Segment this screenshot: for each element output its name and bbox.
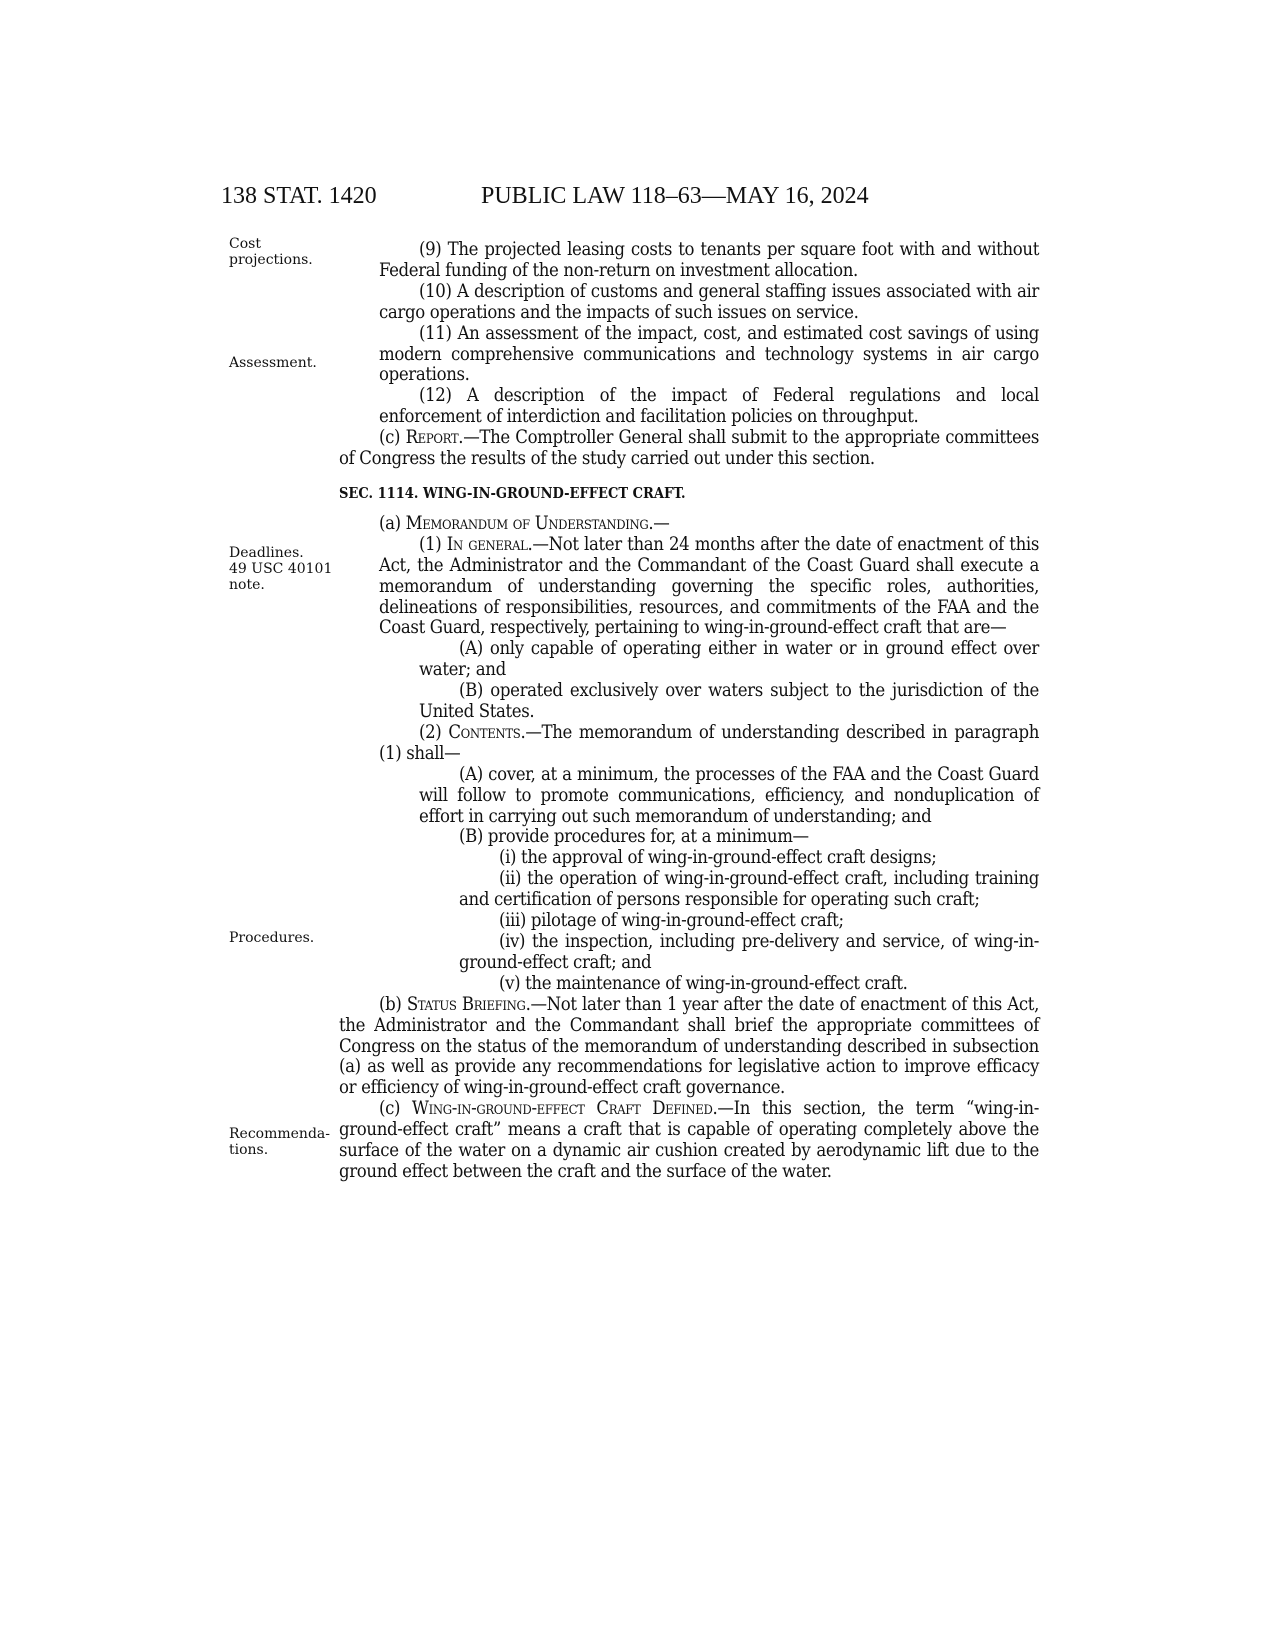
paragraph-12 — [379, 386, 1039, 428]
subparagraph-a1B — [379, 681, 1039, 723]
paragraph-a2-text: .—The memorandum of understanding described in paragraph (1) shall— — [379, 721, 1039, 764]
subsection-c-prefix: (c) — [379, 427, 406, 449]
stat-page-number: 138 STAT. 1420 — [221, 183, 377, 209]
subsection-c2-heading: Wing-in-ground-effect Craft Defined — [411, 1098, 713, 1120]
clause-i — [379, 848, 1039, 869]
subparagraph-a1A-text: (A) only capable of operating either in water or in ground effect over water; and — [419, 638, 1039, 681]
clause-iii-text: (iii) pilotage of wing-in-ground-effect craft; — [499, 910, 844, 932]
margin-note-recommendations — [229, 1126, 349, 1158]
subparagraph-a2B — [379, 827, 1039, 848]
margin-note-usc-citation: 49 USC 40101 — [229, 561, 333, 577]
clause-iii — [379, 911, 1039, 932]
paragraph-a1-prefix: (1) — [419, 533, 447, 555]
margin-note-deadlines-label: Deadlines. — [229, 545, 304, 561]
clause-v — [379, 974, 1039, 995]
paragraph-a2-heading: Contents — [448, 721, 521, 743]
subsection-c2-text: .—In this section, the term “wing-in-ground-effect craft” means a craft that is capable of operating completely above the surface of the water on a dynamic air cushion created by aerodynamic lift due to the ground effect between the craft and the surface of the water. — [339, 1098, 1039, 1182]
subparagraph-a2A — [379, 765, 1039, 828]
margin-note-cost-projections: Cost projections. — [229, 236, 313, 268]
clause-iv-text: (iv) the inspection, including pre-delivery and service, of wing-in-ground-effect craft; and — [459, 931, 1039, 973]
subsection-c-definition — [339, 1099, 1039, 1183]
subsection-c-heading: Report — [405, 427, 459, 449]
paragraph-10 — [379, 282, 1039, 324]
clause-i-text: (i) the approval of wing-in-ground-effect craft designs; — [499, 847, 937, 869]
subparagraph-a1B-text: (B) operated exclusively over waters subject to the jurisdiction of the United States. — [419, 680, 1039, 723]
subsection-a-heading: Memorandum of Understanding — [405, 512, 649, 534]
subsection-b-heading: Status Briefing — [406, 993, 526, 1015]
paragraph-10-text: (10) A description of customs and general staffing issues associated with air cargo operations and the impacts of such issues on service. — [379, 280, 1039, 323]
clause-v-text: (v) the maintenance of wing-in-ground-effect craft. — [499, 972, 908, 994]
clause-ii — [379, 869, 1039, 911]
paragraph-a2-prefix: (2) — [419, 721, 449, 743]
paragraph-a2 — [379, 723, 1039, 765]
paragraph-12-text: (12) A description of the impact of Federal regulations and local enforcement of interdiction and facilitation policies on throughput. — [379, 385, 1039, 428]
margin-note-recommendations-line1: Recommenda- — [229, 1126, 330, 1142]
statute-body — [339, 239, 1040, 1183]
clause-iv — [379, 932, 1039, 974]
subsection-a-prefix: (a) — [379, 512, 406, 534]
subparagraph-a2A-text: (A) cover, at a minimum, the processes of the FAA and the Coast Guard will follow to promote communications, efficiency, and nonduplication of effort in carrying out such memorandum of understanding; and — [419, 763, 1039, 827]
subsection-c-report — [339, 428, 1039, 470]
paragraph-9-text: (9) The projected leasing costs to tenants per square foot with and without Federal funding of the non-return on investment allocation. — [379, 239, 1039, 281]
paragraph-9 — [379, 240, 1039, 282]
subsection-b — [339, 995, 1039, 1100]
paragraph-a1-text: .—Not later than 24 months after the date of enactment of this Act, the Administrator and the Commandant of the Coast Guard shall execute a memorandum of understanding governing the specific roles, authorities, delineations of responsibilities, resources, and commitments of the FAA and the Coast Guard, respectively, pertaining to wing-in-ground-effect craft that are— — [379, 533, 1039, 639]
margin-note-assessment: Assessment. — [229, 355, 317, 371]
subsection-a-suffix: .— — [648, 512, 670, 534]
subsection-b-prefix: (b) — [379, 993, 407, 1015]
subsection-b-text: .—Not later than 1 year after the date of enactment of this Act, the Administrator and the Commandant shall brief the appropriate committees of Congress on the status of the memorandum of understanding described in subsection (a) as well as provide any recommendations for legislative action to improve efficacy or efficiency of wing-in-ground-effect craft governance. — [339, 993, 1040, 1099]
paragraph-a1-heading: In general — [446, 533, 528, 555]
running-header-title: PUBLIC LAW 118–63—MAY 16, 2024 — [481, 183, 869, 209]
margin-note-deadlines — [229, 545, 349, 593]
section-heading: SEC. 1114. WING-IN-GROUND-EFFECT CRAFT. — [339, 484, 686, 502]
margin-note-note: note. — [229, 577, 265, 593]
subsection-c2-prefix: (c) — [379, 1098, 412, 1120]
subsection-c-text: .—The Comptroller General shall submit to the appropriate committees of Congress the results of the study carried out under this section. — [339, 427, 1039, 470]
paragraph-11 — [379, 324, 1039, 387]
clause-ii-text: (ii) the operation of wing-in-ground-effect craft, including training and certification of persons responsible for operating such craft; — [459, 868, 1039, 911]
paragraph-11-text: (11) An assessment of the impact, cost, and estimated cost savings of using modern comprehensive communications and technology systems in air cargo operations. — [379, 322, 1039, 386]
subsection-a-heading-line — [379, 514, 1039, 535]
margin-note-recommendations-line2: tions. — [229, 1142, 269, 1158]
margin-note-procedures: Procedures. — [229, 930, 315, 946]
subparagraph-a2B-text: (B) provide procedures for, at a minimum— — [459, 826, 809, 848]
subparagraph-a1A — [379, 639, 1039, 681]
paragraph-a1 — [379, 535, 1039, 640]
